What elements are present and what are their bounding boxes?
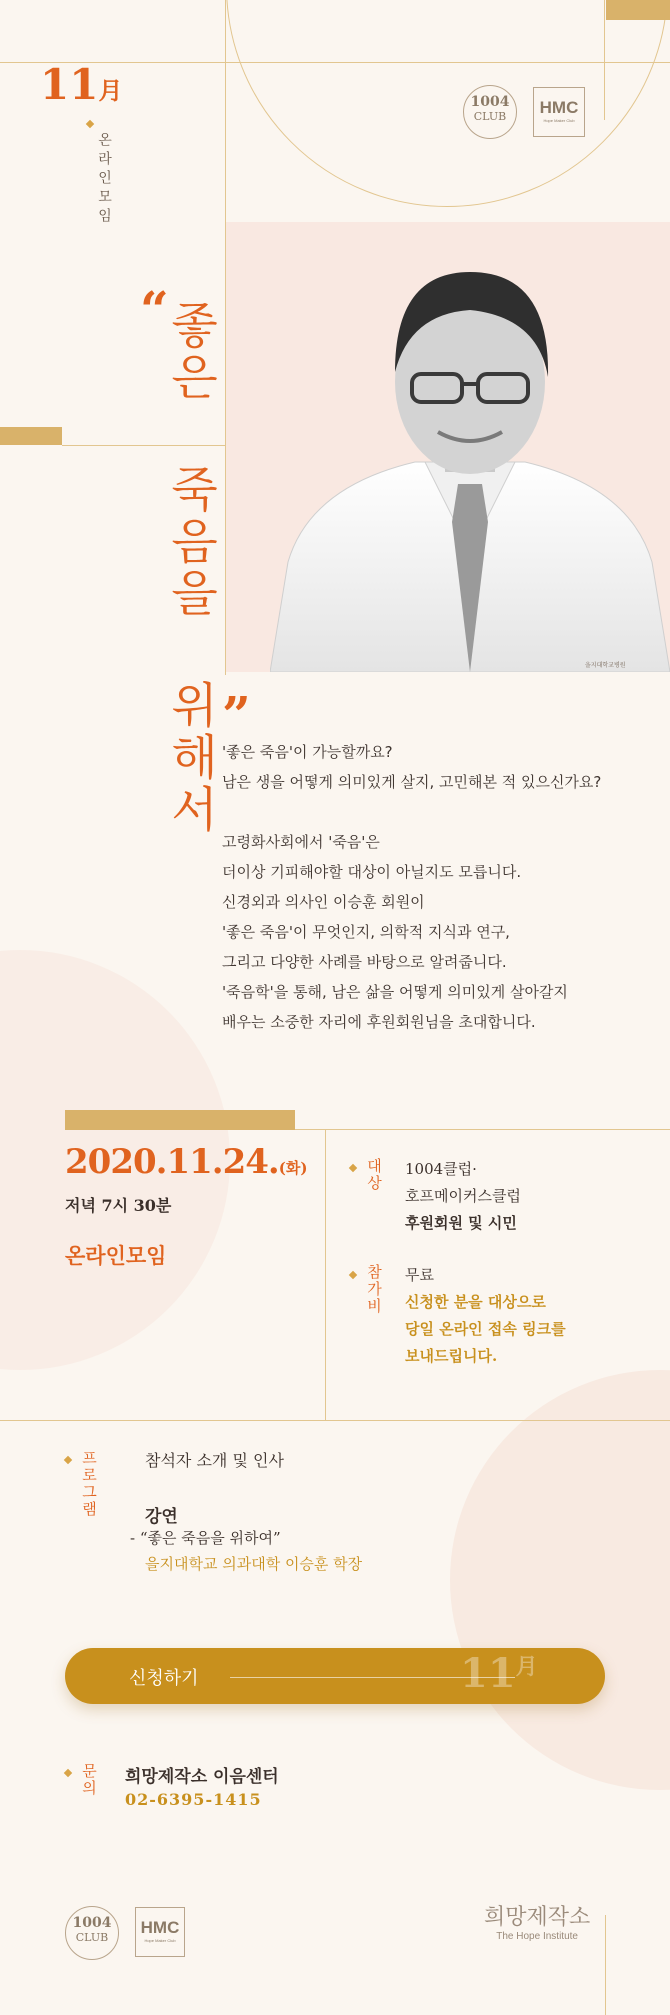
club-1004-logo <box>463 85 517 139</box>
page-title: 좋은 죽음을 위해서 <box>162 300 218 836</box>
photo-caption: 을지대학교병원 <box>585 662 626 669</box>
fee-bullet <box>349 1271 357 1279</box>
apply-month-char: 月 <box>515 1654 538 1680</box>
intro-line: 신경외과 의사인 이승훈 회원이 <box>222 893 425 911</box>
target-bullet <box>349 1164 357 1172</box>
footer-hmc-logo <box>135 1907 185 1957</box>
hmc-logo <box>533 87 585 137</box>
event-date-text: 2020.11.24. <box>65 1142 279 1182</box>
month-char: 月 <box>98 76 123 105</box>
target-line: 1004클럽· <box>405 1160 477 1178</box>
intro-line: 배우는 소중한 자리에 후원회원님을 초대합니다. <box>222 1013 536 1031</box>
program-bullet <box>64 1456 72 1464</box>
title-open-quote: “ <box>140 280 169 339</box>
intro-paragraph-1 <box>222 737 601 797</box>
program-item-speaker: 을지대학교 의과대학 이승훈 학장 <box>145 1555 363 1573</box>
intro-paragraph-2 <box>222 827 568 1037</box>
outline-circle-top <box>226 0 668 207</box>
target-line: 호프메이커스클럽 <box>405 1187 521 1205</box>
contact-bullet <box>64 1769 72 1777</box>
event-day: (화) <box>278 1159 308 1177</box>
event-mode: 온라인모임 <box>65 1243 167 1268</box>
fee-info <box>405 1262 566 1370</box>
left-gold-block <box>0 427 62 445</box>
top-right-gold-block <box>606 0 670 20</box>
program-item-intro: 참석자 소개 및 인사 <box>145 1451 284 1470</box>
footer-club-1004-logo <box>65 1906 119 1960</box>
program-top-hline <box>0 1420 670 1421</box>
intro-line: 남은 생을 어떻게 의미있게 살지, 고민해본 적 있으신가요? <box>222 773 602 791</box>
program-item-lecture-sub: - “좋은 죽음을 위하여” <box>130 1529 281 1547</box>
intro-line: '좋은 죽음'이 무엇인지, 의학적 지식과 연구, <box>222 923 510 941</box>
online-meeting-vertical: 온라인모임 <box>96 132 112 227</box>
fee-line: 당일 온라인 접속 링크를 <box>405 1320 566 1338</box>
contact-org: 희망제작소 이음센터 <box>125 1767 279 1787</box>
footer-club-1004-num: 1004 <box>72 1915 112 1931</box>
contact-phone: 02-6395-1415 <box>125 1790 262 1809</box>
mid-vline <box>225 205 226 675</box>
program-label: 프로그램 <box>80 1450 98 1518</box>
header-vline-2 <box>604 0 605 120</box>
fee-line: 보내드립니다. <box>405 1347 498 1365</box>
month-heading <box>40 60 122 109</box>
intro-line: '죽음학'을 통해, 남은 삶을 어떻게 의미있게 살아갈지 <box>222 983 568 1001</box>
hmc-logo-sub: Hope Maker Club <box>543 118 575 123</box>
hope-institute-logo-en: The Hope Institute <box>496 1931 578 1942</box>
event-top-hline <box>295 1129 670 1130</box>
contact-label: 문의 <box>80 1763 98 1797</box>
month-number: 11 <box>40 60 99 109</box>
event-gold-block <box>65 1110 295 1130</box>
intro-line: 더이상 기피해야할 대상이 아닐지도 모릅니다. <box>222 863 522 881</box>
footer-vline <box>605 1915 606 2015</box>
bg-circle-right <box>450 1370 670 1790</box>
event-vline <box>325 1130 326 1420</box>
event-date <box>65 1142 307 1182</box>
footer-hmc-text: HMC <box>140 1918 180 1937</box>
program-item-lecture-title: 강연 <box>145 1507 178 1527</box>
club-1004-logo-num: 1004 <box>470 94 510 110</box>
intro-line: 그리고 다양한 사례를 바탕으로 알려줍니다. <box>222 953 507 971</box>
apply-button[interactable] <box>65 1648 605 1704</box>
footer-club-1004-text: CLUB <box>75 1931 109 1944</box>
apply-month-number: 11 <box>460 1650 516 1697</box>
intro-line: '좋은 죽음'이 가능할까요? <box>222 743 393 761</box>
target-line: 후원회원 및 시민 <box>405 1214 517 1232</box>
fee-line: 무료 <box>405 1266 434 1284</box>
intro-line: 고령화사회에서 '죽음'은 <box>222 833 380 851</box>
header-bullet <box>86 120 94 128</box>
target-info <box>405 1156 521 1237</box>
footer-hmc-sub: Hope Maker Club <box>144 1938 176 1943</box>
title-close-quote: ” <box>222 685 251 744</box>
hope-institute-logo-kr: 희망제작소 <box>484 1905 591 1930</box>
header-vline-1 <box>225 0 226 205</box>
event-time: 저녁 7시 30분 <box>65 1196 172 1215</box>
club-1004-logo-text: CLUB <box>473 110 507 123</box>
target-label: 대상 <box>365 1158 383 1192</box>
apply-month <box>460 1650 538 1697</box>
fee-label: 참가비 <box>365 1264 383 1315</box>
hmc-logo-text: HMC <box>539 98 579 117</box>
speaker-photo <box>270 262 670 672</box>
fee-line: 신청한 분을 대상으로 <box>405 1293 546 1311</box>
hope-institute-logo <box>484 1900 590 1942</box>
apply-button-label: 신청하기 <box>129 1668 199 1689</box>
